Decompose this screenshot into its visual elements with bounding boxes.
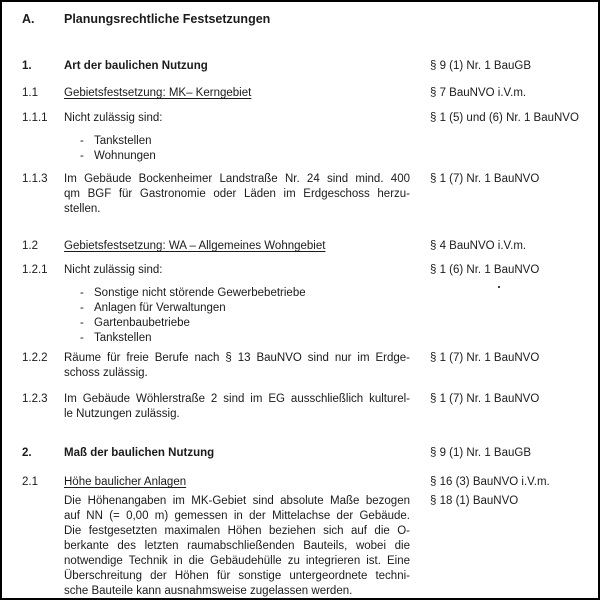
clause-number: 1.1 — [22, 87, 38, 99]
bullet-dash: - — [80, 317, 84, 329]
legal-reference: § 16 (3) BauNVO i.V.m. — [430, 476, 550, 488]
clause-1-2-2-row — [2, 351, 598, 381]
bullet-dash: - — [80, 332, 84, 344]
list-item — [64, 316, 430, 331]
bullet-text: Sonstige nicht störende Gewerbebetriebe — [94, 287, 306, 299]
legal-reference: § 18 (1) BauNVO — [430, 495, 519, 507]
legal-reference: § 1 (6) Nr. 1 BauNVO — [430, 264, 540, 276]
clause-2-1-row — [2, 475, 598, 490]
clause-number: 1.2.3 — [22, 393, 48, 405]
legal-reference: § 9 (1) Nr. 1 BauGB — [430, 447, 531, 459]
bullet-text: Wohnungen — [94, 150, 156, 162]
clause-title: Höhe baulicher Anlagen — [64, 476, 187, 488]
scan-artifact-dot — [498, 286, 500, 288]
clause-number: 1.2.2 — [22, 352, 48, 364]
clause-title: Maß der baulichen Nutzung — [64, 447, 215, 459]
bullet-dash: - — [80, 150, 84, 162]
clause-number: 2.1 — [22, 476, 38, 488]
list-item — [64, 149, 430, 164]
bullet-text: Tankstellen — [94, 332, 152, 344]
list-item — [64, 301, 430, 316]
clause-title: Nicht zulässig sind: — [64, 112, 163, 124]
legal-reference: § 1 (5) und (6) Nr. 1 BauNVO — [430, 112, 579, 124]
clause-number: 1.2 — [22, 240, 38, 252]
clause-1-1-3-row — [2, 172, 598, 217]
clause-2-row — [2, 446, 598, 461]
clause-title: Gebietsfestsetzung: WA – Allgemeines Wohngebiet — [64, 240, 326, 252]
clause-body: Im Gebäude Wöhlerstraße 2 sind im EG ausschließlich kulturel- le Nutzungen zulässig. — [64, 393, 410, 420]
clause-1-2-3-row — [2, 392, 598, 422]
clause-title: Art der baulichen Nutzung — [64, 60, 208, 72]
clause-1-1-1-row — [2, 111, 598, 126]
legal-reference: § 9 (1) Nr. 1 BauGB — [430, 60, 531, 72]
legal-reference: § 7 BauNVO i.V.m. — [430, 87, 527, 99]
clause-body: Im Gebäude Bockenheimer Landstraße Nr. 24 sind mind. 400 qm BGF für Gastronomie oder Läden im Erdgeschoss herzu- stellen. — [64, 173, 410, 215]
clause-number: 1.1.3 — [22, 173, 48, 185]
clause-2-1-body-row — [2, 494, 598, 599]
clause-1-1-row — [2, 86, 598, 101]
clause-title: Nicht zulässig sind: — [64, 264, 163, 276]
clause-number: 2. — [22, 447, 32, 459]
section-letter: A. — [22, 12, 35, 26]
clause-number: 1. — [22, 60, 32, 72]
section-heading-row — [2, 12, 598, 27]
clause-number: 1.2.1 — [22, 264, 48, 276]
clause-1-row — [2, 59, 598, 74]
bullet-list-mk — [2, 134, 598, 164]
legal-reference: § 1 (7) Nr. 1 BauNVO — [430, 173, 540, 185]
clause-1-2-row — [2, 239, 598, 254]
bullet-dash: - — [80, 287, 84, 299]
section-title: Planungsrechtliche Festsetzungen — [64, 12, 271, 26]
list-item — [64, 331, 430, 346]
clause-body: Die Höhenangaben im MK-Gebiet sind absolute Maße bezogen auf NN (= 0,00 m) gemessen in der Mittelachse der Gebäude. Die festgesetzten maximalen Höhen beziehen sich auf die O- berkante des letzten raumabschließenden Bauteils, wobei die notwendige Technik in die Gebäudehülle zu integrieren ist. Eine Überschreitung der Höhen für sonstige untergeordnete techni- sche Bauteile kann ausnahmsweise zugelassen werden. — [64, 495, 410, 597]
list-item — [64, 286, 430, 301]
legal-reference: § 1 (7) Nr. 1 BauNVO — [430, 352, 540, 364]
bullet-list-wa — [2, 286, 598, 346]
bullet-dash: - — [80, 135, 84, 147]
bullet-text: Tankstellen — [94, 135, 152, 147]
clause-body: Räume für freie Berufe nach § 13 BauNVO sind nur im Erdge- schoss zulässig. — [64, 352, 410, 379]
clause-1-2-1-row — [2, 263, 598, 278]
legal-reference: § 4 BauNVO i.V.m. — [430, 240, 527, 252]
legal-reference: § 1 (7) Nr. 1 BauNVO — [430, 393, 540, 405]
bullet-text: Gartenbaubetriebe — [94, 317, 190, 329]
bullet-dash: - — [80, 302, 84, 314]
clause-number: 1.1.1 — [22, 112, 48, 124]
list-item — [64, 134, 430, 149]
clause-title: Gebietsfestsetzung: MK– Kerngebiet — [64, 87, 252, 99]
bullet-text: Anlagen für Verwaltungen — [94, 302, 226, 314]
